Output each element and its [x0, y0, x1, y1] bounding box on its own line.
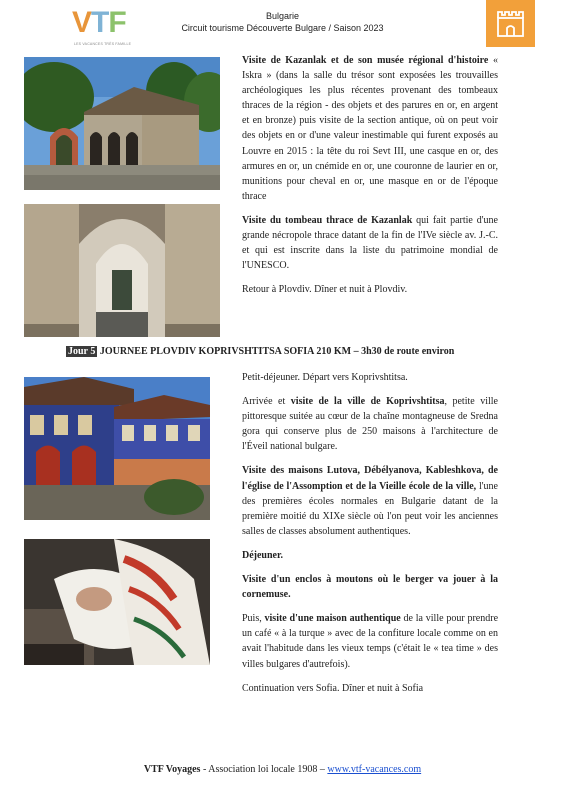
footer-text: - Association loi locale 1908 –	[200, 764, 328, 775]
footer-website-link[interactable]: www.vtf-vacances.com	[327, 764, 422, 775]
paragraph-thracian-tomb	[242, 213, 498, 273]
houses-visit-text: l'une des premières écoles normales en Bulgarie datant de la première moitié du XIXe siècle où l'on peut voir les anciennes salles de classes absolument authentiques.	[242, 480, 498, 537]
logo-tagline: LES VACANCES TRÈS FAMILLE	[74, 42, 132, 46]
castle-badge	[486, 0, 535, 47]
koprivshtitsa-title: visite de la ville de Koprivshtitsa	[290, 396, 445, 408]
day5-title: JOURNEE PLOVDIV KOPRIVSHTITSA SOFIA 210 KM – 3h30 de route environ	[97, 346, 455, 357]
photo-kazanlak-museum	[24, 57, 220, 190]
koprivshtitsa-text: , petite ville pittoresque suitée au cœur de la chaîne montagneuse de Sredna gora qui conserve plus de 250 maisons à l'architecture de l'Éveil national bulgare.	[242, 396, 498, 453]
header-subtitle: Circuit tourisme Découverte Bulgare / Saison 2023	[181, 22, 384, 33]
castle-icon	[496, 10, 525, 37]
page-footer	[0, 764, 565, 775]
kazanlak-museum-text: « Iskra » (dans la salle du trésor sont exposées les trouvailles archéologiques les plus récentes provenant des tombeaux thraces de la région - des objets et des parures en or, en argent et en bronze) puis visite de la section antique, où on peut voir des objets en or d'une valeur inestimable qui furent exposés au Louvre en 2015 : la tête du roi Sevt III, une casque en or, des armures en or, un cnémide en or, une couronne de laurier en or, munitions pour cheval en or, une masque en or de l'époque thrace	[242, 55, 498, 202]
section-kazanlak	[242, 53, 498, 306]
authentic-house-title: visite d'une maison authentique	[264, 613, 401, 625]
document-header	[130, 11, 435, 34]
photo-koprivshtitsa-house	[24, 377, 210, 520]
logo-letter-f: F	[108, 6, 126, 39]
paragraph-breakfast: Petit-déjeuner. Départ vers Koprivshtitsa.	[242, 372, 408, 383]
paragraph-continue-sofia: Continuation vers Sofia. Dîner et nuit à Sofia	[242, 682, 424, 694]
paragraph-kazanlak-museum	[242, 53, 498, 204]
logo-letters	[72, 6, 126, 40]
paragraph-houses-visit	[242, 463, 498, 538]
paragraph-return-plovdiv: Retour à Plovdiv. Dîner et nuit à Plovdiv.	[242, 284, 408, 296]
thracian-tomb-text: qui fait partie d'une grande nécropole thrace datant de la fin de l'IVe siècle av. J.-C. et qui est inscrite dans la liste du patrimoine mondial de l'UNESCO.	[242, 214, 498, 272]
photo-bagpipe-player	[24, 539, 210, 665]
kazanlak-museum-title: Visite de Kazanlak et de son musée régional d'histoire	[242, 55, 489, 66]
lunch-text: Déjeuner.	[242, 549, 284, 561]
day5-heading	[66, 346, 454, 357]
thracian-tomb-title: Visite du tombeau thrace de Kazanlak	[242, 214, 413, 226]
paragraph-lunch	[242, 548, 498, 563]
day5-tag: Jour 5	[68, 346, 96, 357]
koprivshtitsa-intro: Arrivée et	[242, 396, 291, 408]
paragraph-authentic-house	[242, 611, 498, 671]
footer-brand: VTF Voyages	[143, 764, 201, 775]
houses-visit-title: Visite des maisons Lutova, Débélyanova, Kableshkova, de l'église de l'Assomption et de la Vieille école de la ville,	[242, 465, 498, 492]
paragraph-koprivshtitsa	[242, 394, 498, 454]
authentic-house-text: de la ville pour prendre un café « à la turque » avec de la confiture locale comme on en avait l'habitude dans les vieux temps (c'était le « tea time » des villes bulgares d'autrefois).	[242, 613, 499, 670]
header-country: Bulgarie	[265, 11, 300, 21]
section-koprivshtitsa	[242, 370, 498, 696]
sheepfold-text: Visite d'un enclos à moutons où le berger va jouer à la cornemuse.	[242, 574, 498, 601]
logo-letter-v: V	[72, 6, 92, 39]
authentic-house-intro: Puis,	[242, 613, 265, 625]
logo-letter-t: T	[91, 6, 109, 39]
paragraph-sheepfold	[242, 572, 498, 602]
photo-thracian-tomb	[24, 204, 220, 337]
